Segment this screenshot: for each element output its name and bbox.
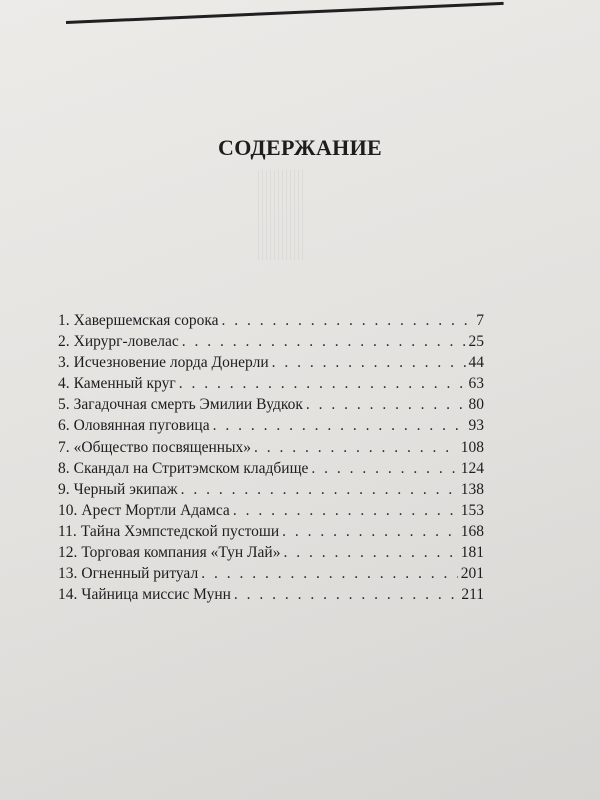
toc-item-number: 9.	[58, 480, 70, 498]
toc-item-page: 153	[460, 501, 484, 519]
toc-item-title: Хавершемская сорока	[73, 312, 219, 329]
toc-item-page: 7	[476, 312, 484, 329]
header-rule	[66, 2, 504, 24]
toc-item-number: 7.	[58, 438, 70, 456]
toc-item-number: 4.	[58, 375, 70, 393]
bleed-through-texture	[258, 170, 306, 260]
toc-dot-leader	[233, 502, 458, 520]
toc-item-number: 1.	[58, 312, 70, 329]
toc-item	[58, 544, 484, 565]
toc-item-page: 25	[468, 333, 484, 351]
toc-item	[58, 523, 484, 544]
toc-item-title: Скандал на Стритэмском кладбище	[73, 459, 309, 477]
toc-item-page: 138	[460, 480, 484, 498]
toc-dot-leader	[282, 523, 458, 541]
toc-item-number: 13.	[58, 565, 78, 583]
toc-item	[58, 460, 484, 481]
toc-dot-leader	[311, 460, 457, 478]
toc-dot-leader	[182, 333, 466, 351]
toc-item	[58, 502, 484, 523]
toc-dot-leader	[179, 375, 466, 393]
toc-item-number: 6.	[58, 417, 70, 435]
toc-item-title: Каменный круг	[73, 375, 176, 393]
toc-item	[58, 565, 484, 586]
toc-item-title: Исчезновение лорда Донерли	[73, 354, 269, 372]
toc-item-page: 108	[460, 438, 484, 456]
toc-dot-leader	[234, 586, 458, 604]
page-title: СОДЕРЖАНИЕ	[218, 135, 382, 160]
toc-item-title: Огненный ритуал	[81, 565, 199, 583]
toc-item-page: 201	[460, 565, 484, 583]
toc-item-title: «Общество посвященных»	[73, 438, 252, 456]
toc-item-title: Тайна Хэмпстедской пустоши	[80, 522, 280, 540]
toc-item-number: 3.	[58, 354, 70, 372]
toc-dot-leader	[283, 544, 457, 562]
toc-item-title: Черный экипаж	[73, 480, 178, 498]
toc-item-page: 44	[468, 354, 484, 372]
toc-item-page: 63	[468, 375, 484, 393]
toc-item-title: Хирург-ловелас	[73, 333, 179, 351]
toc-dot-leader	[272, 354, 466, 372]
toc-item-title: Торговая компания «Тун Лай»	[81, 544, 281, 562]
toc-item-title: Чайница миссис Мунн	[81, 586, 231, 604]
toc-item-title: Оловянная пуговица	[73, 417, 210, 435]
toc-item-page: 124	[460, 459, 484, 477]
toc-item	[58, 439, 484, 460]
toc-item-number: 12.	[58, 544, 78, 562]
toc-item-number: 10.	[58, 501, 78, 519]
toc-item-page: 80	[468, 396, 484, 414]
toc-dot-leader	[222, 312, 474, 330]
toc-item	[58, 375, 484, 396]
toc-item-page: 93	[468, 417, 484, 435]
toc-item	[58, 417, 484, 438]
toc-item-number: 5.	[58, 396, 70, 414]
toc-item-title: Арест Мортли Адамса	[81, 501, 230, 519]
toc-dot-leader	[306, 396, 466, 414]
toc-item-number: 8.	[58, 459, 70, 477]
toc-dot-leader	[201, 565, 458, 583]
toc-dot-leader	[181, 481, 458, 499]
toc-item	[58, 586, 484, 607]
table-of-contents	[58, 312, 484, 607]
toc-item-number: 14.	[58, 586, 78, 604]
toc-item-page: 211	[461, 586, 484, 604]
toc-item-number: 11.	[58, 522, 77, 540]
toc-item	[58, 396, 484, 417]
toc-item-page: 168	[460, 522, 484, 540]
toc-item	[58, 354, 484, 375]
toc-item	[58, 333, 484, 354]
toc-dot-leader	[254, 439, 458, 457]
toc-item	[58, 312, 484, 333]
toc-item-page: 181	[460, 544, 484, 562]
toc-item	[58, 481, 484, 502]
toc-item-title: Загадочная смерть Эмилии Вудкок	[73, 396, 303, 414]
toc-dot-leader	[213, 417, 466, 435]
toc-item-number: 2.	[58, 333, 70, 351]
